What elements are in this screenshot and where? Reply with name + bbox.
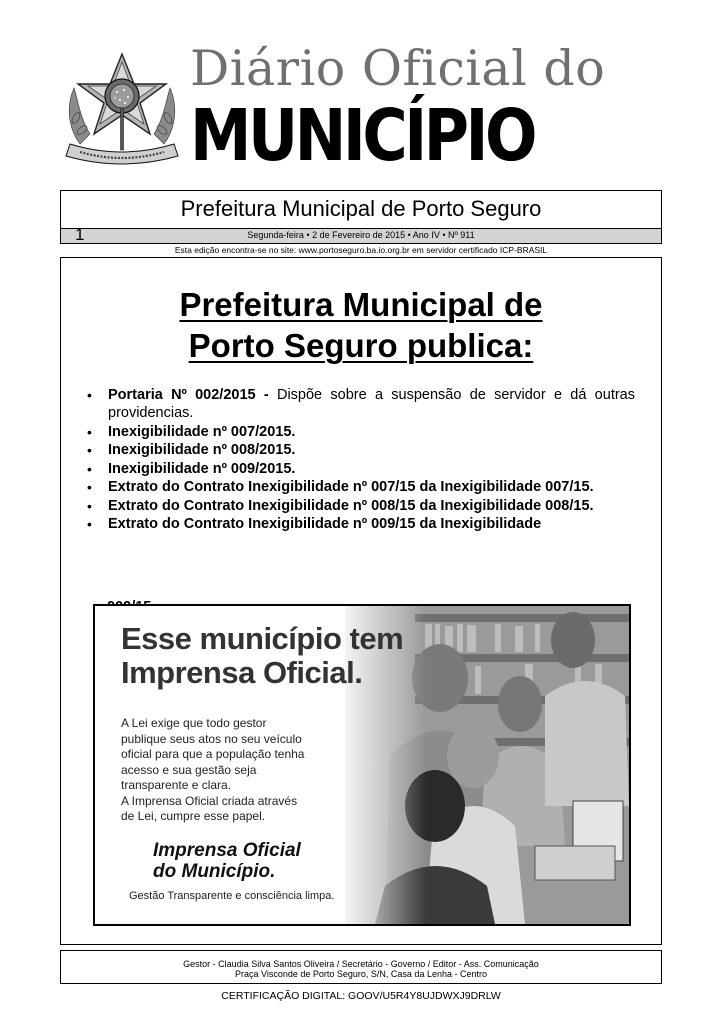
bullet-icon: • — [87, 516, 92, 532]
list-item: • Extrato do Contrato Inexigibilidade nº 008/15 da Inexigibilidade 008/15. — [87, 497, 594, 514]
footer-box — [60, 950, 662, 984]
list-item: • Inexigibilidade nº 008/2015. — [87, 442, 296, 458]
bullet-icon: • — [87, 479, 92, 495]
edition-info-bar — [61, 225, 661, 244]
site-note: Esta edição encontra-se no site: www.portoseguro.ba.io.org.br em servidor certificado ICP-BRASIL — [174, 245, 548, 255]
bullet-icon: • — [87, 423, 92, 440]
advert-imprensa-oficial — [93, 604, 631, 926]
coat-of-arms-seal — [60, 48, 184, 172]
prefecture-name: Prefeitura Municipal de Porto Seguro — [180, 196, 542, 221]
advert-slogan: Gestão Transparente e consciência limpa. — [129, 890, 335, 902]
footer-address: Praça Visconde de Porto Seguro, S/N, Casa da Lenha - Centro — [235, 969, 487, 979]
headline-line-1: Prefeitura Municipal de — [179, 286, 543, 323]
bullet-icon: • — [87, 460, 92, 477]
masthead-title-bottom: MUNICÍPIO — [190, 94, 535, 177]
headline-line-2: Porto Seguro publica: — [188, 327, 534, 364]
advert-brand: Imprensa Oficial do Município. — [153, 840, 301, 882]
edition-info: Segunda-feira • 2 de Fevereiro de 2015 • Ano IV • Nº 911 — [247, 230, 475, 240]
list-item: • Inexigibilidade nº 007/2015. — [87, 423, 296, 440]
footer-credits: Gestor - Claudia Silva Santos Oliveira / Secretário - Governo / Editor - Ass. Comunicação — [183, 959, 539, 969]
list-item: • Portaria Nº 002/2015 - Dispõe sobre a suspensão de servidor e dá outras providencias. — [87, 387, 635, 421]
advert-body: A Lei exige que todo gestor publique seus atos no seu veículo oficial para que a população tenha acesso e sua gestão seja transparente e clara. A Imprensa Oficial criada através de Lei, cumpre esse papel. — [121, 716, 305, 823]
masthead — [0, 0, 724, 185]
content-box — [60, 257, 662, 945]
advert-title: Esse município tem Imprensa Oficial. — [121, 621, 404, 690]
page-number: 1 — [75, 225, 85, 244]
list-item: • Extrato do Contrato Inexigibilidade nº 009/15 da Inexigibilidade — [87, 516, 542, 532]
bullet-icon: • — [87, 497, 92, 514]
bullet-icon: • — [87, 387, 92, 403]
list-item: • Extrato do Contrato Inexigibilidade nº 007/15 da Inexigibilidade 007/15. — [87, 479, 594, 495]
header-box — [60, 190, 662, 244]
list-item: • Inexigibilidade nº 009/2015. — [87, 460, 296, 477]
bullet-icon: • — [87, 442, 92, 458]
headline — [61, 284, 661, 366]
masthead-title-top: Diário Oficial do — [190, 40, 606, 97]
certification: CERTIFICAÇÃO DIGITAL: GOOV/U5R4Y8UJDWXJ9DRLW — [221, 990, 501, 1002]
publication-list — [87, 386, 635, 534]
